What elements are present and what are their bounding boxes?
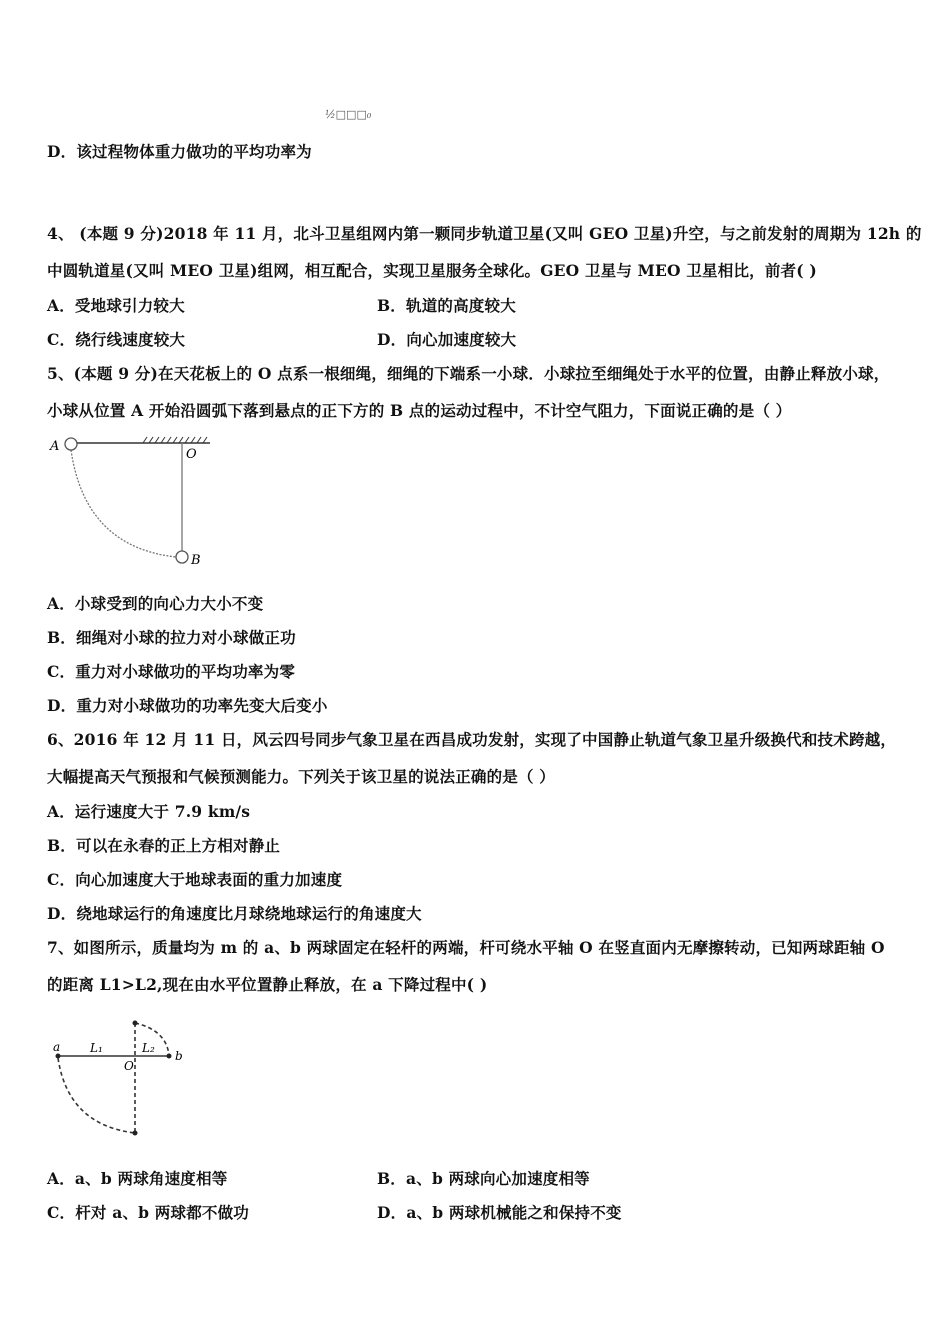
q7-option-c: C．杆对 a、b 两球都不做功	[47, 1203, 250, 1222]
rod-figure	[48, 1015, 198, 1145]
arc-path	[71, 450, 176, 557]
q6-option-b: B．可以在永春的正上方相对静止	[47, 836, 281, 855]
label-l2: L₂	[142, 1041, 155, 1055]
q6-option-a: A．运行速度大于 7.9 km/s	[47, 802, 251, 821]
q5-option-c: C．重力对小球做功的平均功率为零	[47, 662, 296, 681]
q5-option-d: D．重力对小球做功的功率先变大后变小	[47, 696, 328, 715]
q5-option-a: A．小球受到的向心力大小不变	[47, 594, 264, 613]
ball-a	[65, 438, 77, 450]
q4-option-d: D．向心加速度较大	[377, 330, 517, 349]
q5-option-b: B．细绳对小球的拉力对小球做正功	[47, 628, 296, 647]
q4-option-b: B．轨道的高度较大	[377, 296, 516, 315]
ball-a-bottom	[133, 1131, 138, 1136]
q5-stem-line1: 5、(本题 9 分)在天花板上的 O 点系一根细绳，细绳的下端系一小球．小球拉至细绳处于水平的位置，由静止释放小球，	[47, 364, 890, 383]
label-l1: L₁	[90, 1041, 103, 1055]
q6-option-d: D．绕地球运行的角速度比月球绕地球运行的角速度大	[47, 904, 422, 923]
ball-a	[56, 1054, 61, 1059]
ball-b	[167, 1054, 172, 1059]
pendulum-figure	[45, 432, 220, 572]
label-a: a	[53, 1040, 61, 1054]
label-b: B	[191, 553, 201, 568]
q3-option-d: D．该过程物体重力做功的平均功率为	[47, 142, 312, 161]
ceiling-hatching	[143, 437, 207, 443]
q4-stem-line1: 4、 (本题 9 分)2018 年 11 月，北斗卫星组网内第一颗同步轨道卫星(又叫 GEO 卫星)升空，与之前发射的周期为 12h 的	[47, 224, 922, 243]
ball-b-top	[133, 1021, 138, 1026]
label-a: A	[50, 439, 60, 454]
q4-option-a: A．受地球引力较大	[47, 296, 185, 315]
ball-b	[176, 551, 188, 563]
fraction-image-placeholder: ½□□□₀	[325, 108, 372, 121]
q7-option-a: A．a、b 两球角速度相等	[47, 1169, 228, 1188]
label-b: b	[175, 1049, 183, 1063]
q5-stem-line2: 小球从位置 A 开始沿圆弧下落到悬点的正下方的 B 点的运动过程中，不计空气阻力，下面说正确的是（ ）	[47, 401, 792, 420]
q7-option-b: B．a、b 两球向心加速度相等	[377, 1169, 590, 1188]
q6-stem-line2: 大幅提高天气预报和气候预测能力。下列关于该卫星的说法正确的是（ ）	[47, 767, 555, 786]
q6-stem-line1: 6、2016 年 12 月 11 日，风云四号同步气象卫星在西昌成功发射，实现了中国静止轨道气象卫星升级换代和技术跨越，	[47, 730, 897, 749]
q6-option-c: C．向心加速度大于地球表面的重力加速度	[47, 870, 343, 889]
q4-stem-line2: 中圆轨道星(又叫 MEO 卫星)组网，相互配合，实现卫星服务全球化。GEO 卫星与 MEO 卫星相比，前者( )	[47, 261, 817, 280]
label-o: O	[124, 1059, 134, 1073]
q7-stem-line1: 7、如图所示，质量均为 m 的 a、b 两球固定在轻杆的两端，杆可绕水平轴 O 在竖直面内无摩擦转动，已知两球距轴 O	[47, 938, 885, 957]
q7-stem-line2: 的距离 L1>L2,现在由水平位置静止释放，在 a 下降过程中( )	[47, 975, 488, 994]
label-o: O	[186, 447, 197, 462]
q7-option-d: D．a、b 两球机械能之和保持不变	[377, 1203, 622, 1222]
q4-option-c: C．绕行线速度较大	[47, 330, 186, 349]
